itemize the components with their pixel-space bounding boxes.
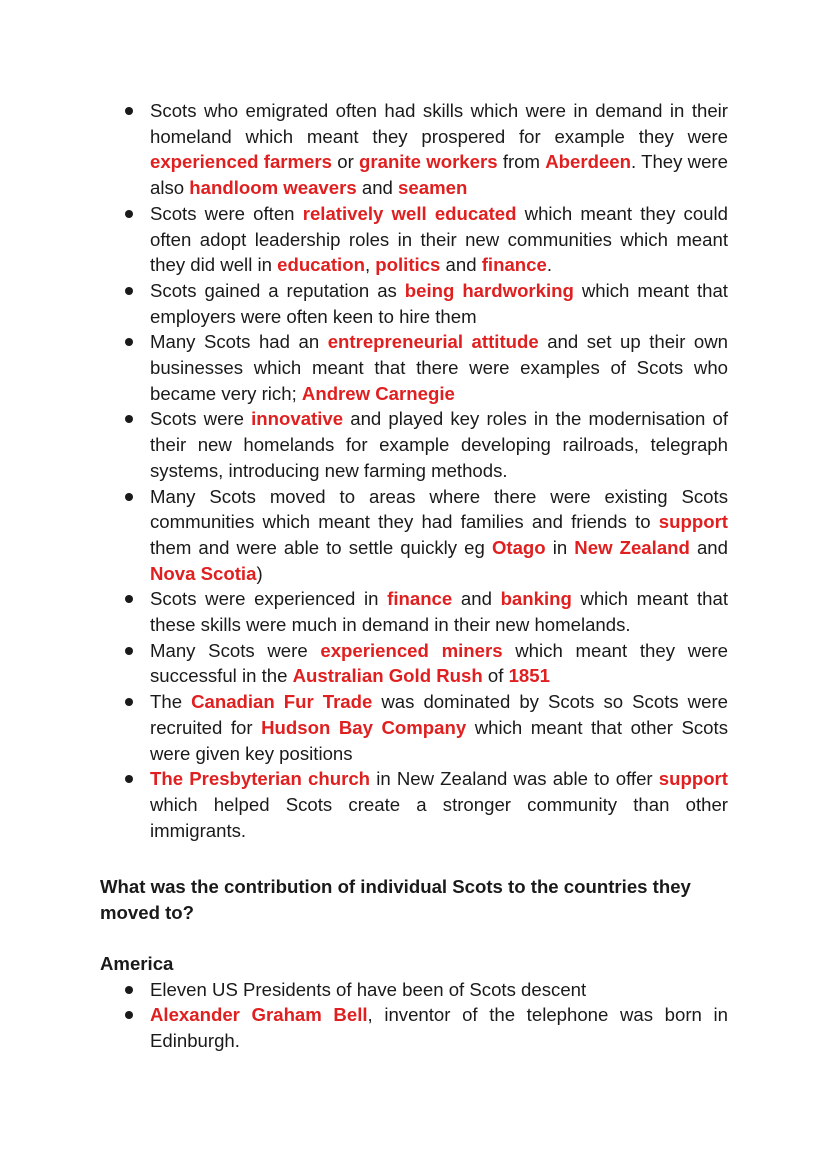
bullet-dot-icon <box>125 415 133 423</box>
bullet-item <box>100 406 728 483</box>
text-run: which meant they could often adopt leadership roles in their new communities which meant they did well in <box>150 202 728 276</box>
highlighted-term: Otago <box>491 536 546 558</box>
text-run: which meant they were successful in the <box>150 639 728 687</box>
highlighted-term: experienced miners <box>320 639 503 661</box>
bullet-dot-icon <box>125 986 133 994</box>
highlighted-term: New Zealand <box>574 536 690 558</box>
text-run: and <box>440 254 482 276</box>
bullet-item <box>100 638 728 689</box>
text-run: Scots who emigrated often had skills which were in demand in their homeland which meant they prospered for example they were <box>150 100 728 147</box>
bullet-dot-icon <box>125 287 133 295</box>
text-run: which meant that these skills were much in demand in their new homelands. <box>150 588 728 636</box>
text-run: in <box>545 536 575 558</box>
highlighted-term: finance <box>387 588 453 610</box>
highlighted-term: The Presbyterian church <box>150 768 371 790</box>
highlighted-term: finance <box>481 254 547 276</box>
bullet-dot-icon <box>125 210 133 218</box>
highlighted-term: banking <box>500 588 572 610</box>
text-run: Many Scots moved to areas where there were existing Scots communities which meant they had families and friends to <box>150 485 728 533</box>
text-run: was dominated by Scots so Scots were recruited for <box>150 691 728 738</box>
text-run: and <box>689 536 728 558</box>
text-run: ) <box>256 562 263 584</box>
text-run: . They were also <box>150 151 728 199</box>
text-run: Scots were often <box>150 202 303 224</box>
text-run: . <box>546 254 553 276</box>
text-run: from <box>497 151 546 173</box>
bullet-dot-icon <box>125 647 133 655</box>
highlighted-term: politics <box>375 254 441 276</box>
text-run: Scots were experienced in <box>150 588 388 610</box>
text-run: in New Zealand was able to offer <box>370 768 659 790</box>
text-run: , <box>364 254 376 276</box>
text-run: The <box>150 691 192 713</box>
highlighted-term: Hudson Bay Company <box>261 716 467 738</box>
bullet-dot-icon <box>125 1011 133 1019</box>
highlighted-term: support <box>658 511 728 533</box>
bullet-item <box>100 689 728 766</box>
text-run: Many Scots had an <box>150 331 328 353</box>
highlighted-term: education <box>277 254 365 276</box>
text-run: Eleven US Presidents of have been of Scots descent <box>150 978 587 1000</box>
bullet-item <box>100 1002 728 1053</box>
question-heading: What was the contribution of individual Scots to the countries they moved to? <box>100 876 691 924</box>
text-run: Scots were <box>150 408 252 430</box>
bullet-item <box>100 329 728 406</box>
text-run: and <box>356 177 399 199</box>
bullet-item <box>100 766 728 843</box>
text-run: and played key roles in the modernisation of their new homelands for example developing railroads, telegraph systems, introducing new farming methods. <box>150 408 729 481</box>
highlighted-term: Australian Gold Rush <box>292 665 483 687</box>
reasons-bullet-list <box>100 98 728 843</box>
bullet-dot-icon <box>125 107 133 115</box>
highlighted-term: Nova Scotia <box>150 562 257 584</box>
bullet-item <box>100 586 728 637</box>
text-run: of <box>482 665 509 687</box>
bullet-item <box>100 278 728 329</box>
highlighted-term: entrepreneurial attitude <box>327 331 539 353</box>
text-run: which meant that other Scots were given key positions <box>150 716 728 764</box>
text-run: and set up their own businesses which meant that there were examples of Scots who became very rich; <box>150 331 728 404</box>
bullet-item <box>100 98 728 201</box>
text-run: Scots gained a reputation as <box>150 279 405 301</box>
highlighted-term: handloom weavers <box>189 177 357 199</box>
text-run: and <box>452 588 501 610</box>
text-run: Many Scots were <box>150 639 321 661</box>
text-run: , inventor of the telephone was born in Edinburgh. <box>150 1004 728 1051</box>
bullet-item <box>100 201 728 278</box>
highlighted-term: Andrew Carnegie <box>301 382 455 404</box>
section-heading-america: America <box>100 952 174 974</box>
highlighted-term: Aberdeen <box>545 151 632 173</box>
bullet-dot-icon <box>125 775 133 783</box>
text-run: which helped Scots create a stronger community than other immigrants. <box>150 793 728 841</box>
bullet-dot-icon <box>125 698 133 706</box>
text-run: them and were able to settle quickly eg <box>150 536 492 558</box>
bullet-dot-icon <box>125 338 133 346</box>
highlighted-term: seamen <box>398 177 468 199</box>
text-run: or <box>331 151 360 173</box>
bullet-item <box>100 484 728 587</box>
highlighted-term: granite workers <box>359 151 498 173</box>
highlighted-term: 1851 <box>508 665 550 687</box>
bullet-dot-icon <box>125 595 133 603</box>
highlighted-term: innovative <box>251 408 344 430</box>
text-run: which meant that employers were often keen to hire them <box>150 279 728 327</box>
bullet-dot-icon <box>125 493 133 501</box>
highlighted-term: support <box>658 768 728 790</box>
highlighted-term: Alexander Graham Bell <box>150 1004 368 1026</box>
bullet-item <box>100 977 728 1003</box>
highlighted-term: being hardworking <box>404 279 574 301</box>
america-bullet-list <box>100 977 728 1054</box>
highlighted-term: Canadian Fur Trade <box>191 691 373 713</box>
highlighted-term: relatively well educated <box>302 202 517 224</box>
highlighted-term: experienced farmers <box>150 151 332 173</box>
